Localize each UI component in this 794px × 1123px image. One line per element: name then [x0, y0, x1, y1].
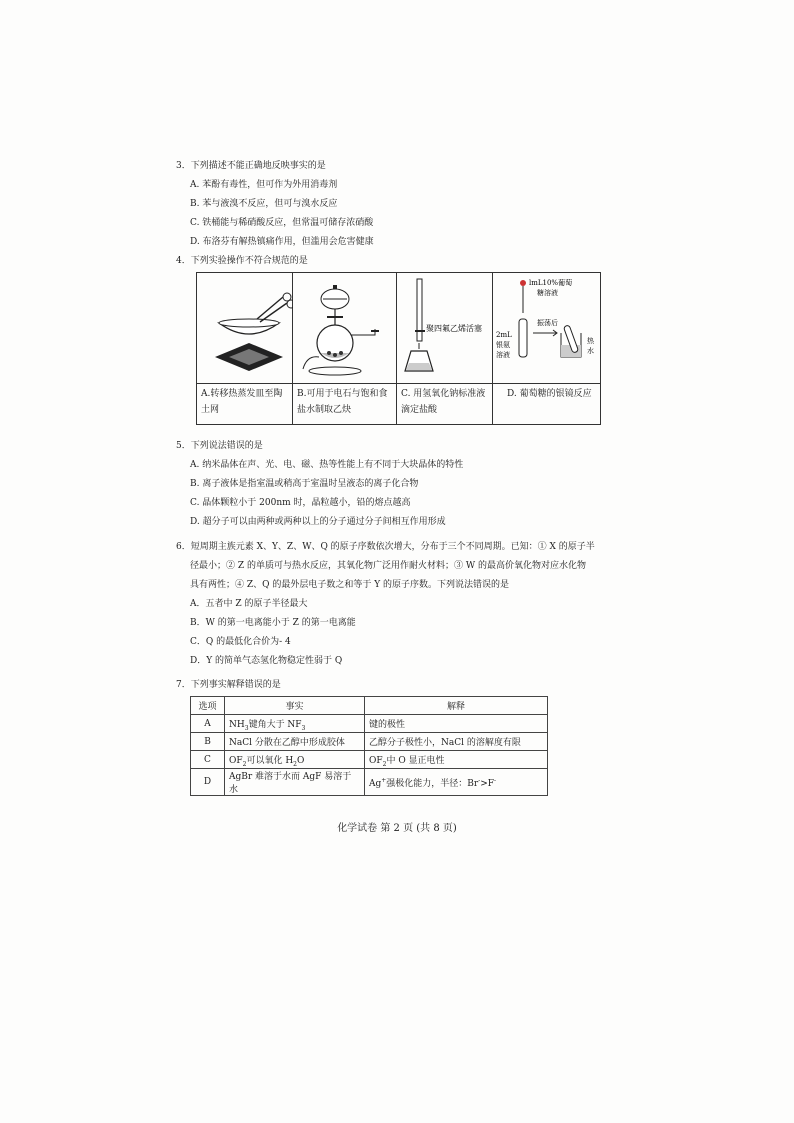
- q5-option-d: D. 超分子可以由两种或两种以上的分子通过分子间相互作用形成: [190, 517, 446, 527]
- silver-mirror-illustration: [493, 273, 601, 383]
- hot-water-label-2: 水: [587, 347, 594, 355]
- q7-row-c-option: C: [191, 751, 225, 769]
- q4-cell-b: [293, 273, 397, 425]
- q7-header-row: [191, 697, 548, 715]
- q7-row-b-fact: NaCl 分散在乙醇中形成胶体: [225, 733, 365, 751]
- hot-water-label-1: 热: [587, 337, 594, 345]
- q4-cell-d: [493, 273, 601, 425]
- table-row: [191, 769, 548, 796]
- q4-cell-c: [397, 273, 493, 425]
- q7-table: [190, 696, 548, 796]
- q7-row-d-fact: AgBr 难溶于水而 AgF 易溶于水: [225, 769, 365, 796]
- q7-row-b-explanation: 乙醇分子极性小，NaCl 的溶解度有限: [365, 733, 548, 751]
- acetylene-generator-illustration: [293, 273, 397, 383]
- table-row: [191, 751, 548, 769]
- q7-row-a-option: A: [191, 715, 225, 733]
- q7-row-a-fact: $NH_3$键角大于 $NF_3$: [225, 715, 365, 733]
- q4-table-divider: [197, 383, 600, 384]
- q7-row-c-explanation: $OF_2$中 O 显正电性: [365, 751, 548, 769]
- titration-illustration: [397, 273, 493, 383]
- q5-option-a: A. 纳米晶体在声、光、电、磁、热等性能上有不同于大块晶体的特性: [190, 460, 464, 470]
- q5-option-c: C. 晶体颗粒小于 200nm 时，晶粒越小，铅的熔点越高: [190, 498, 411, 508]
- q6-option-c: C．Q 的最低化合价为- 4: [190, 637, 291, 647]
- silver-label-1: 2mL: [496, 331, 512, 339]
- q7-header-option: 选项: [191, 697, 225, 715]
- silver-label-2: 银氨: [496, 341, 510, 349]
- q3-option-b: B. 苯与液溴不反应，但可与溴水反应: [190, 199, 338, 209]
- q4-apparatus-table: [196, 272, 601, 425]
- q4-caption-b: B.可用于电石与饱和食盐水制取乙炔: [297, 389, 388, 415]
- glucose-label-2: 糖溶液: [537, 289, 558, 297]
- q7-row-d-explanation: Ag+强极化能力，半径：Br->F-: [365, 769, 548, 796]
- q4-cell-a: [197, 273, 293, 425]
- stopcock-label: 聚四氟乙烯活塞: [426, 324, 482, 333]
- q7-row-b-option: B: [191, 733, 225, 751]
- table-row: [191, 733, 548, 751]
- q4-caption-a: A.转移热蒸发皿至陶土网: [201, 389, 283, 415]
- evaporating-dish-illustration: [197, 273, 293, 383]
- shake-label: 振荡后: [537, 319, 558, 327]
- q4-stem: 4．下列实验操作不符合规范的是: [176, 256, 308, 266]
- q6-option-b: B．W 的第一电离能小于 Z 的第一电离能: [190, 618, 356, 628]
- q3-option-d: D. 布洛芬有解热镇痛作用，但滥用会危害健康: [190, 237, 374, 247]
- q7-row-a-explanation: 键的极性: [365, 715, 548, 733]
- q3-stem: 3．下列描述不能正确地反映事实的是: [176, 161, 326, 171]
- q7-row-d-option: D: [191, 769, 225, 796]
- q4-caption-c: C. 用氢氧化钠标准液滴定盐酸: [401, 389, 486, 415]
- page-footer: 化学试卷 第 2 页 (共 8 页): [337, 823, 457, 834]
- q7-row-c-fact: $OF_2$可以氧化 $H_2O$: [225, 751, 365, 769]
- q7-header-explanation: 解释: [365, 697, 548, 715]
- q5-stem: 5．下列说法错误的是: [176, 441, 263, 451]
- q6-option-a: A．五者中 Z 的原子半径最大: [190, 599, 308, 609]
- q5-option-b: B. 离子液体是指室温或稍高于室温时呈液态的离子化合物: [190, 479, 419, 489]
- q3-option-c: C. 铁桶能与稀硝酸反应，但常温可储存浓硝酸: [190, 218, 374, 228]
- q6-stem-line-1: 6．短周期主族元素 X、Y、Z、W、Q 的原子序数依次增大，分布于三个不同周期。已知：① X 的原子半: [176, 542, 595, 552]
- q7-stem: 7．下列事实解释错误的是: [176, 680, 281, 690]
- q6-stem-line-2: 径最小；② Z 的单质可与热水反应，其氧化物广泛用作耐火材料；③ W 的最高价氧化物对应水化物: [190, 561, 586, 571]
- q7-header-fact: 事实: [225, 697, 365, 715]
- q6-stem-line-3: 具有两性；④ Z、Q 的最外层电子数之和等于 Y 的原子序数。下列说法错误的是: [190, 580, 510, 590]
- q6-option-d: D．Y 的简单气态氢化物稳定性弱于 Q: [190, 656, 343, 666]
- q3-option-a: A. 苯酚有毒性，但可作为外用消毒剂: [190, 180, 338, 190]
- silver-label-3: 溶液: [496, 351, 510, 359]
- glucose-label: lmL10%葡萄: [529, 279, 573, 287]
- table-row: [191, 715, 548, 733]
- q4-caption-d: D. 葡萄糖的银镜反应: [507, 389, 592, 399]
